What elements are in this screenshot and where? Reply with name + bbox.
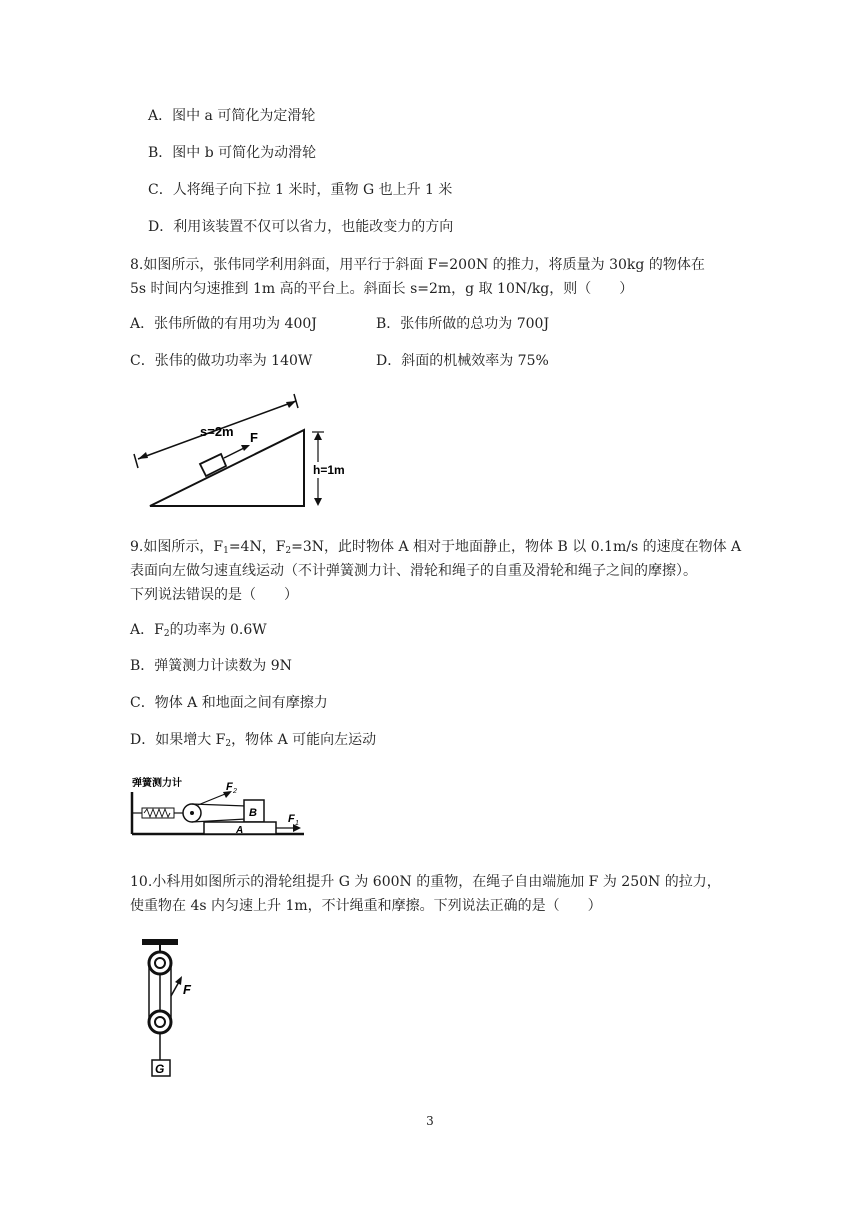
q8-stem-line2: 5s 时间内匀速推到 1m 高的平台上。斜面长 s=2m，g 取 10N/kg，则（ ） [130, 281, 634, 297]
q7-option-c: C．人将绳子向下拉 1 米时，重物 G 也上升 1 米 [148, 182, 453, 198]
q9-block-b: B [249, 807, 257, 819]
q7-option-d: D．利用该装置不仅可以省力，也能改变力的方向 [148, 219, 454, 235]
q8-f-label: F [250, 430, 258, 445]
q8-option-c: C．张伟的做功功率为 140W [130, 353, 313, 369]
page-number: 3 [426, 1114, 434, 1128]
q10-stem-line1: 10.小科用如图所示的滑轮组提升 G 为 600N 的重物，在绳子自由端施加 F 为 250N 的拉力， [130, 874, 721, 890]
q10-stem-line2: 使重物在 4s 内匀速上升 1m，不计绳重和摩擦。下列说法正确的是（ ） [130, 898, 602, 914]
q8-stem-line1: 8.如图所示，张伟同学利用斜面，用平行于斜面 F=200N 的推力，将质量为 30kg 的物体在 [130, 257, 705, 273]
q7-option-a: A．图中 a 可简化为定滑轮 [148, 108, 316, 124]
q9-option-a: A．$F_2$的功率为 0.6W [130, 622, 267, 639]
svg-text:2: 2 [233, 788, 237, 795]
q9-option-c: C．物体 A 和地面之间有摩擦力 [130, 695, 328, 711]
q9-spring-label: 弹簧测力计 [132, 778, 182, 789]
q8-option-a: A．张伟所做的有用功为 400J [130, 316, 317, 332]
pulley-figure [138, 936, 208, 1086]
svg-text:1: 1 [295, 820, 299, 827]
q9-f2-label: F [226, 781, 233, 793]
incline-figure [128, 392, 368, 514]
q9-stem-line1: 9.如图所示，$F_1=4N$，$F_2=3N$，此时物体 A 相对于地面静止，物体 B 以 0.1m/s 的速度在物体 A [130, 539, 742, 556]
q9-block-a: A [236, 825, 244, 836]
q8-option-b: B．张伟所做的总功为 700J [376, 316, 550, 332]
q9-option-d: D．如果增大 $F_2$，物体 A 可能向左运动 [130, 732, 377, 749]
q9-option-b: B．弹簧测力计读数为 9N [130, 658, 292, 674]
q9-f1-label: F [288, 813, 295, 825]
q9-stem-line3: 下列说法错误的是（ ） [130, 587, 298, 603]
q8-s-label: s=2m [200, 424, 234, 439]
q10-g-label: G [155, 1062, 165, 1076]
q8-option-d: D．斜面的机械效率为 75% [376, 353, 549, 369]
q8-h-label: h=1m [313, 463, 345, 477]
spring-scale-figure [128, 772, 308, 842]
q9-stem-line2: 表面向左做匀速直线运动（不计弹簧测力计、滑轮和绳子的自重及滑轮和绳子之间的摩擦）。 [130, 563, 697, 579]
q10-f-label: F [183, 982, 191, 997]
q7-option-b: B．图中 b 可简化为动滑轮 [148, 145, 317, 161]
